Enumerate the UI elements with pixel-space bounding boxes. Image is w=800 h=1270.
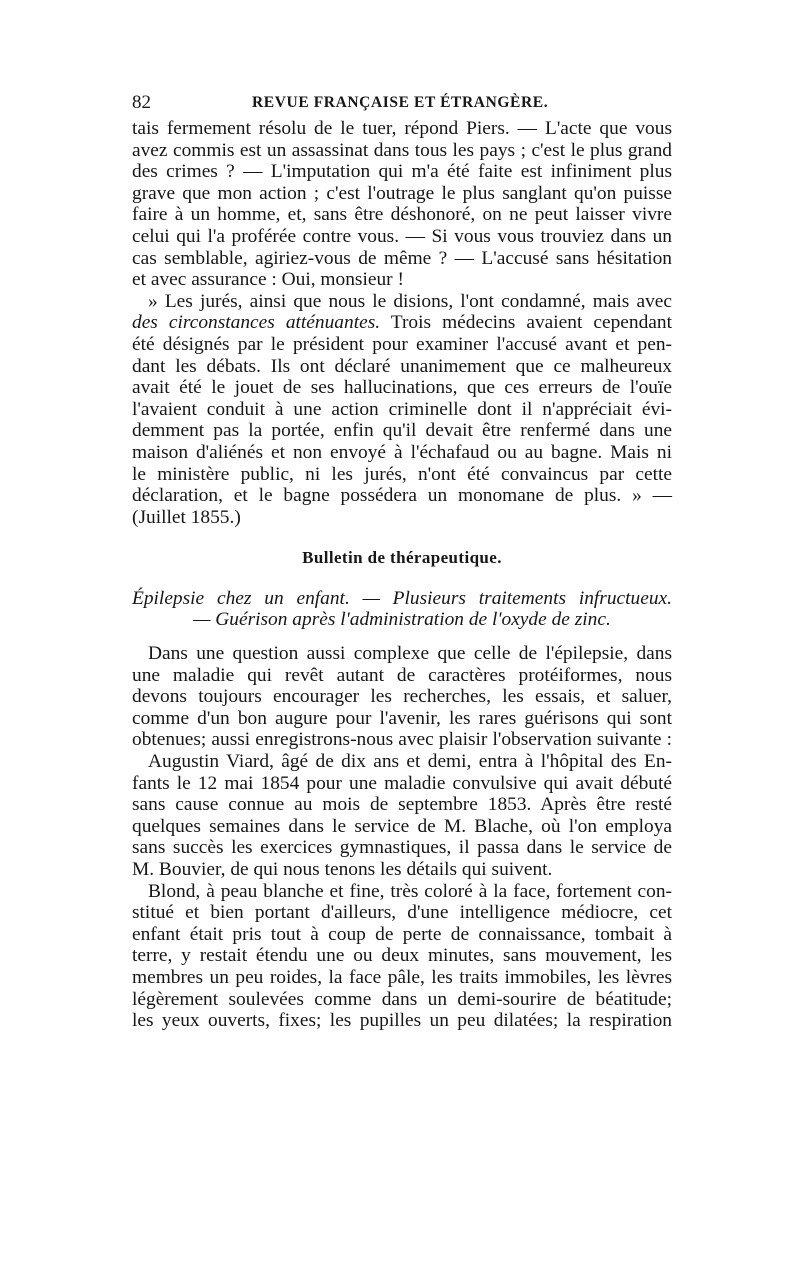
paragraph-introduction [132, 643, 672, 751]
text-line: fants le 12 mai 1854 pour une maladie convulsive qui avait débuté [132, 772, 672, 794]
subtitle-line: — Guérison après l'administration de l'oxyde de zinc. [193, 609, 611, 631]
italic-phrase: des circonstances atténuantes. [132, 312, 381, 334]
text-line: été désignés par le président pour examiner l'accusé avant et pen- [132, 333, 672, 355]
text-body [132, 118, 672, 1032]
text-line: dant les débats. Ils ont déclaré unanimement que ce malheureux [132, 355, 672, 377]
text-line: demment pas la portée, enfin qu'il devait être renfermé dans une [132, 420, 672, 442]
journal-title: REVUE FRANÇAISE ET ÉTRANGÈRE. [252, 94, 549, 111]
paragraph-case-history [132, 751, 672, 881]
text-line: l'avaient conduit à une action criminelle dont il n'appréciait évi- [132, 398, 672, 420]
paragraph-interrogation [132, 118, 672, 291]
text-line: (Juillet 1855.) [132, 506, 241, 528]
text-line: maison d'aliénés et non envoyé à l'échafaud ou au bagne. Mais ni [132, 441, 672, 463]
text-line: M. Bouvier, de qui nous tenons les détails qui suivent. [132, 859, 553, 880]
text-line: sans succès les exercices gymnastiques, il passa dans le service de [132, 837, 672, 859]
article-subtitle [132, 588, 672, 631]
text-line: Augustin Viard, âgé de dix ans et demi, entra à l'hôpital des En- [148, 751, 672, 773]
text-line: terre, y restait étendu une ou deux minutes, sans mouvement, les [132, 945, 672, 967]
paragraph-symptoms [132, 881, 672, 1032]
text-line: obtenues; aussi enregistrons-nous avec plaisir l'observation suivante : [132, 729, 672, 751]
section-title: Bulletin de thérapeutique. [302, 548, 502, 568]
text-line: une maladie qui revêt autant de caractères protéiformes, nous [132, 664, 672, 686]
text-line: et avec assurance : Oui, monsieur ! [132, 269, 404, 291]
subtitle-line: Épilepsie chez un enfant. — Plusieurs traitements infructueux. [132, 587, 672, 609]
text-line: stitué et bien portant d'ailleurs, d'une intelligence médiocre, cet [132, 902, 672, 924]
text-line: tais fermement résolu de le tuer, répond Piers. — L'acte que vous [132, 118, 672, 139]
text-line: cas semblable, agiriez-vous de même ? — L'accusé sans hésitation [132, 247, 672, 269]
text-line: comme d'un bon augure pour l'avenir, les rares guérisons qui sont [132, 707, 672, 729]
text-line: légèrement soulevées comme dans un demi-sourire de béatitude; [132, 988, 672, 1010]
text-line: le ministère public, ni les jurés, n'ont été convaincus par cette [132, 463, 672, 485]
text-line: » Les jurés, ainsi que nous le disions, l'ont condamné, mais avec [148, 290, 672, 312]
book-page [132, 88, 672, 1032]
text-line: faire à un homme, et, sans être déshonoré, on ne peut laisser vivre [132, 204, 672, 226]
text-line: membres un peu roides, la face pâle, les traits immobiles, les lèvres [132, 966, 672, 988]
paragraph-verdict [132, 291, 672, 529]
text-line: enfant était pris tout à coup de perte de connaissance, tombait à [132, 923, 672, 945]
text-line: avez commis est un assassinat dans tous les pays ; c'est le plus grand [132, 139, 672, 161]
text-fragment: Trois médecins avaient cependant [380, 312, 672, 334]
text-line: devons toujours encourager les recherches, les essais, et saluer, [132, 686, 672, 708]
text-line: Dans une question aussi complexe que celle de l'épilepsie, dans [148, 643, 672, 665]
text-line: grave que mon action ; c'est l'outrage le plus sanglant qu'on puisse [132, 182, 672, 204]
page-number: 82 [132, 92, 151, 113]
text-line: sans cause connue au mois de septembre 1853. Après être resté [132, 794, 672, 816]
running-head [132, 88, 672, 118]
text-line: celui qui l'a proférée contre vous. — Si vous vous trouviez dans un [132, 225, 672, 247]
text-line [132, 312, 672, 334]
text-line: déclaration, et le bagne possédera un monomane de plus. » — [132, 485, 672, 507]
text-line: Blond, à peau blanche et fine, très coloré à la face, fortement con- [148, 880, 672, 902]
text-line: des crimes ? — L'imputation qui m'a été faite est infiniment plus [132, 161, 672, 183]
text-line: avait été le jouet de ses hallucinations, que ces erreurs de l'ouïe [132, 377, 672, 399]
text-line: les yeux ouverts, fixes; les pupilles un peu dilatées; la respiration [132, 1010, 672, 1032]
text-line: quelques semaines dans le service de M. Blache, où l'on employa [132, 815, 672, 837]
